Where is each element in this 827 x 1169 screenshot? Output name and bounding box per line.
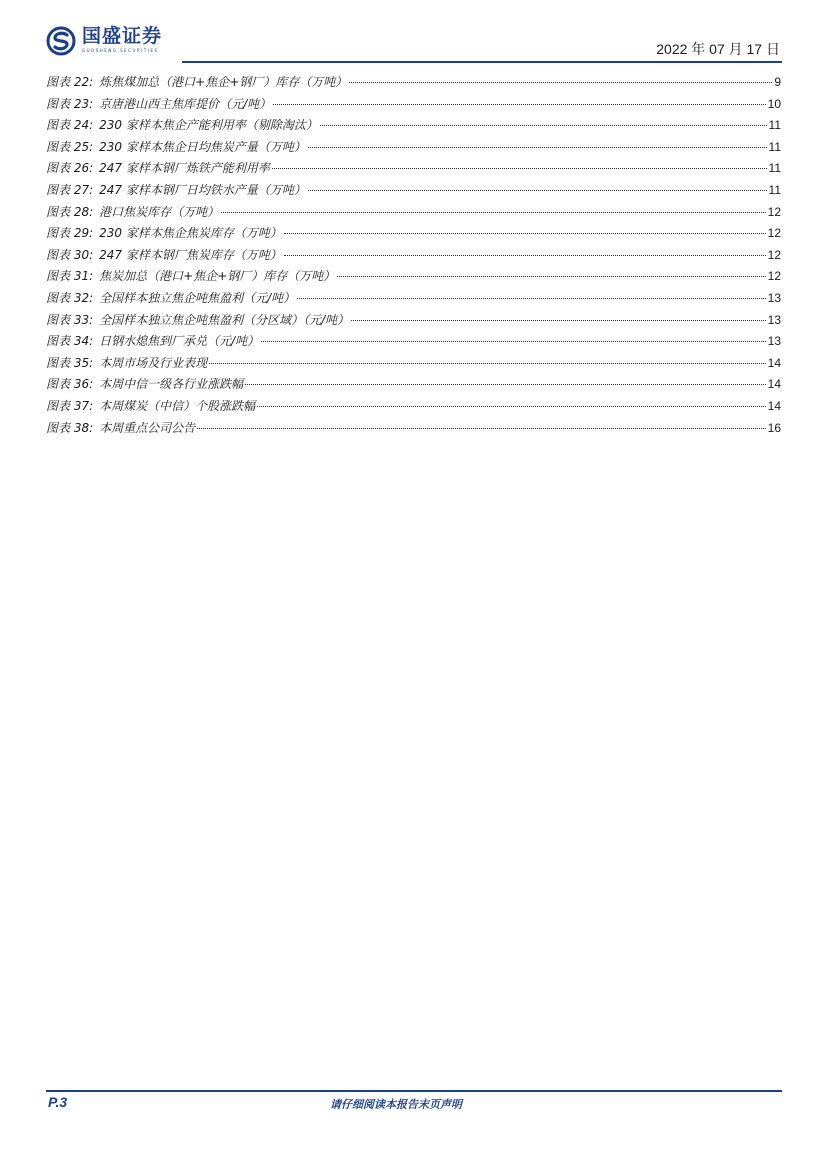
toc-entry-title: 247 家样本钢厂炼铁产能利用率 — [99, 161, 270, 176]
toc-entry[interactable] — [46, 202, 781, 224]
table-of-figures — [46, 72, 781, 439]
toc-dot-leader — [197, 428, 765, 429]
toc-dot-leader — [349, 82, 772, 83]
toc-entry[interactable] — [46, 331, 781, 353]
toc-dot-leader — [209, 363, 765, 364]
company-logo-icon — [46, 26, 76, 56]
toc-entry-page: 13 — [767, 290, 781, 305]
toc-entry[interactable] — [46, 310, 781, 332]
toc-entry-label: 图表 31: — [46, 269, 94, 284]
toc-entry-title: 京唐港山西主焦库提价（元/吨） — [99, 96, 272, 111]
toc-entry[interactable] — [46, 266, 781, 288]
logo-name: 国盛证券 — [82, 25, 163, 47]
toc-entry[interactable] — [46, 180, 781, 202]
toc-entry-title: 焦炭加总（港口+焦企+钢厂）库存（万吨） — [99, 269, 336, 284]
toc-entry-label: 图表 33: — [46, 312, 94, 327]
toc-entry-title: 本周煤炭（中信）个股涨跌幅 — [99, 398, 256, 413]
toc-entry[interactable] — [46, 418, 781, 440]
toc-dot-leader — [320, 125, 767, 126]
toc-entry-label: 图表 32: — [46, 290, 94, 305]
disclaimer-text: 请仔细阅读本报告末页声明 — [330, 1098, 462, 1111]
toc-entry-label: 图表 34: — [46, 334, 94, 349]
page-header — [46, 24, 782, 64]
toc-entry-title: 230 家样本焦企日均焦炭产量（万吨） — [99, 139, 306, 154]
toc-entry-page: 11 — [768, 118, 781, 133]
toc-entry[interactable] — [46, 115, 781, 137]
toc-dot-leader — [284, 255, 766, 256]
header-divider — [182, 61, 782, 63]
toc-entry-title: 全国样本独立焦企吨焦盈利（元/吨） — [99, 290, 296, 305]
toc-entry-label: 图表 30: — [46, 247, 94, 262]
toc-entry[interactable] — [46, 245, 781, 267]
toc-dot-leader — [261, 341, 765, 342]
toc-entry-page: 12 — [767, 204, 781, 219]
toc-entry-page: 11 — [768, 182, 781, 197]
toc-entry-label: 图表 28: — [46, 204, 94, 219]
toc-entry-page: 13 — [767, 334, 781, 349]
toc-entry-title: 230 家样本焦企焦炭库存（万吨） — [99, 226, 282, 241]
logo-text — [82, 24, 162, 58]
toc-dot-leader — [297, 298, 765, 299]
company-logo — [46, 24, 162, 58]
toc-entry[interactable] — [46, 158, 781, 180]
toc-entry-label: 图表 23: — [46, 96, 94, 111]
toc-entry-page: 13 — [767, 312, 781, 327]
toc-dot-leader — [245, 384, 765, 385]
toc-entry-title: 本周中信一级各行业涨跌幅 — [99, 377, 244, 392]
toc-entry-title: 港口焦炭库存（万吨） — [99, 204, 220, 219]
footer-divider — [46, 1090, 782, 1092]
toc-entry-label: 图表 38: — [46, 420, 94, 435]
toc-entry-label: 图表 27: — [46, 182, 94, 197]
toc-entry-label: 图表 26: — [46, 161, 94, 176]
toc-entry[interactable] — [46, 137, 781, 159]
toc-entry-title: 247 家样本钢厂焦炭库存（万吨） — [99, 247, 282, 262]
logo-subtitle: GUOSHENG SECURITIES — [82, 48, 159, 53]
toc-entry-page: 12 — [767, 226, 781, 241]
toc-dot-leader — [351, 320, 765, 321]
toc-dot-leader — [257, 406, 765, 407]
toc-entry-page: 10 — [767, 96, 781, 111]
toc-entry-title: 本周重点公司公告 — [99, 420, 196, 435]
page-number: P.3 — [48, 1094, 68, 1110]
toc-dot-leader — [337, 276, 765, 277]
toc-entry-title: 230 家样本焦企产能利用率（剔除淘汰） — [99, 118, 318, 133]
toc-entry[interactable] — [46, 223, 781, 245]
toc-entry-label: 图表 36: — [46, 377, 94, 392]
toc-entry-page: 14 — [767, 377, 781, 392]
toc-entry-page: 14 — [767, 398, 781, 413]
toc-entry-label: 图表 29: — [46, 226, 94, 241]
toc-entry-page: 16 — [767, 420, 781, 435]
toc-entry-page: 12 — [767, 247, 781, 262]
toc-dot-leader — [308, 147, 767, 148]
toc-entry-page: 9 — [774, 75, 781, 89]
toc-entry-title: 炼焦煤加总（港口+焦企+钢厂）库存（万吨） — [99, 75, 348, 89]
toc-entry-label: 图表 37: — [46, 398, 94, 413]
toc-entry[interactable] — [46, 288, 781, 310]
toc-entry[interactable] — [46, 396, 781, 418]
toc-entry-page: 11 — [768, 161, 781, 176]
toc-entry-title: 本周市场及行业表现 — [99, 355, 208, 370]
toc-entry[interactable] — [46, 72, 781, 94]
toc-entry[interactable] — [46, 94, 781, 116]
toc-entry-label: 图表 22: — [46, 75, 94, 89]
toc-entry-label: 图表 24: — [46, 118, 94, 133]
toc-dot-leader — [272, 168, 767, 169]
report-date: 2022 年 07 月 17 日 — [656, 41, 780, 57]
toc-entry-title: 247 家样本钢厂日均铁水产量（万吨） — [99, 182, 306, 197]
toc-entry[interactable] — [46, 353, 781, 375]
toc-dot-leader — [273, 104, 765, 105]
toc-entry-label: 图表 25: — [46, 139, 94, 154]
toc-entry-title: 全国样本独立焦企吨焦盈利（分区域）（元/吨） — [99, 312, 350, 327]
toc-dot-leader — [308, 190, 767, 191]
toc-entry-page: 12 — [767, 269, 781, 284]
toc-entry-page: 11 — [768, 139, 781, 154]
toc-dot-leader — [221, 212, 765, 213]
toc-entry[interactable] — [46, 374, 781, 396]
toc-entry-page: 14 — [767, 355, 781, 370]
toc-dot-leader — [284, 233, 766, 234]
toc-entry-label: 图表 35: — [46, 355, 94, 370]
toc-entry-title: 日钢水熄焦到厂承兑（元/吨） — [99, 334, 260, 349]
